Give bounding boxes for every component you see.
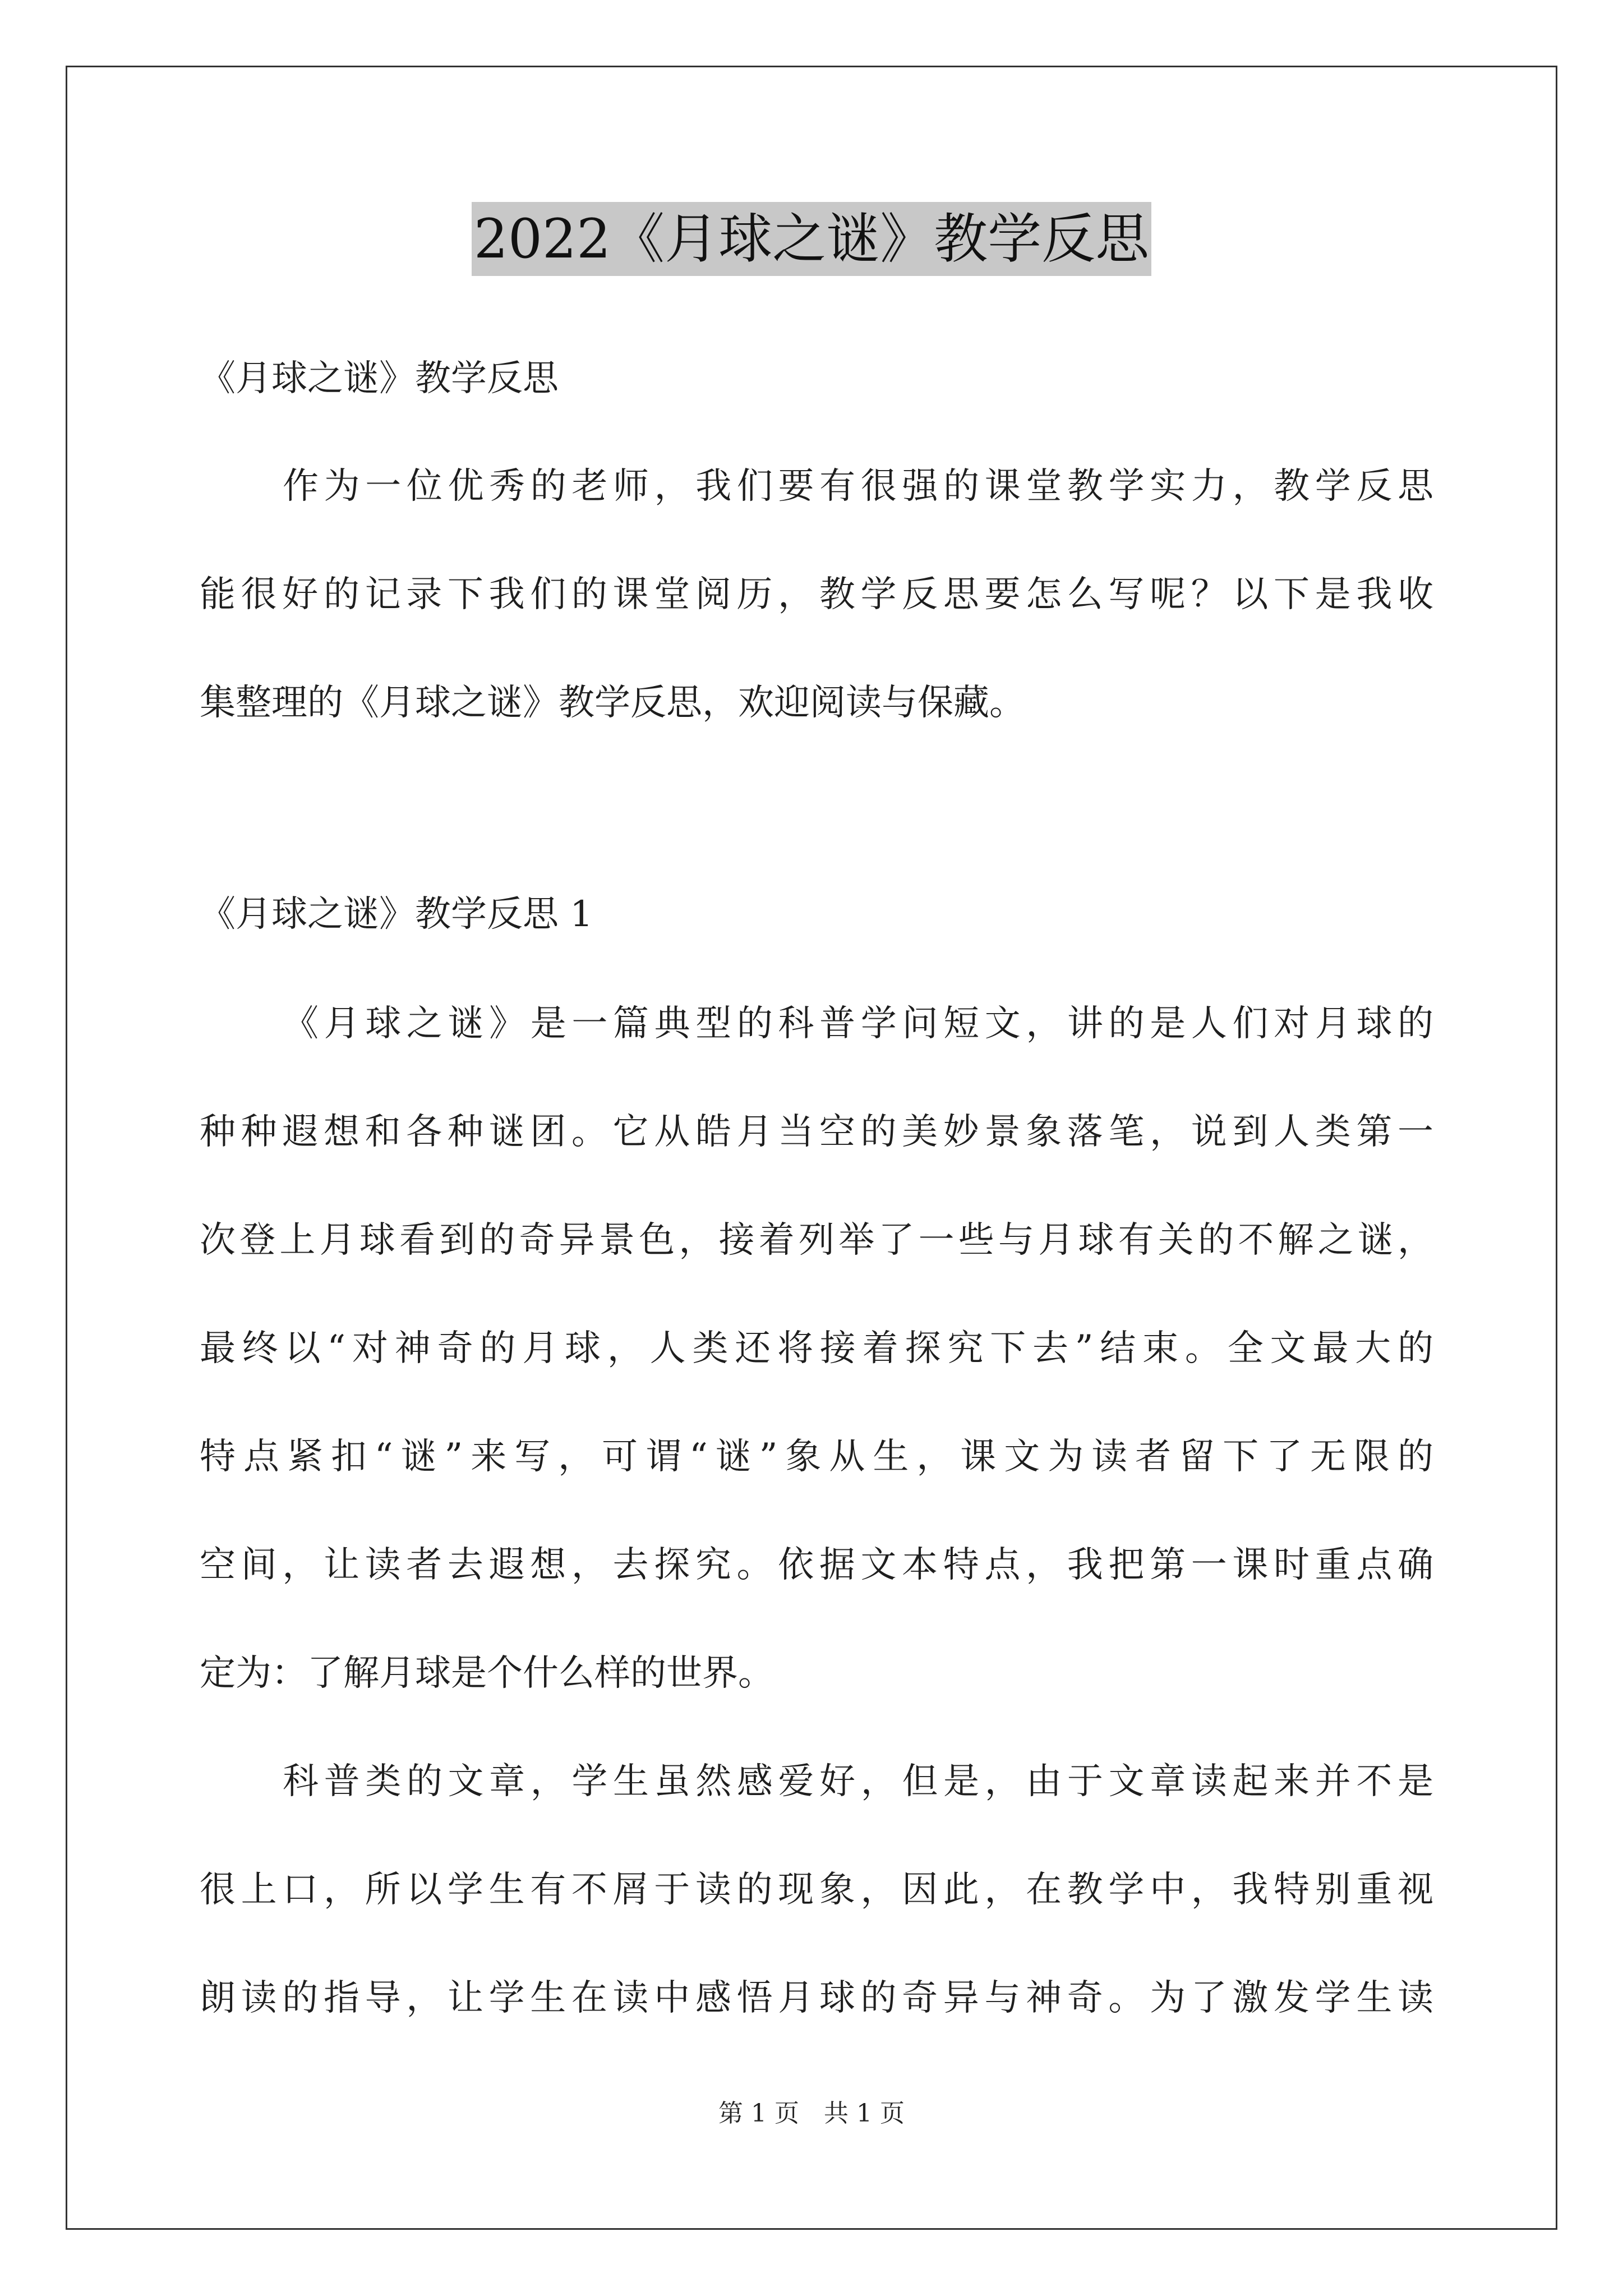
paragraph-line: 最终以“对神奇的月球，人类还将接着探究下去”结束。全文最大的 — [200, 1328, 1433, 1369]
paragraph-line: 次登上月球看到的奇异景色，接着列举了一些与月球有关的不解之谜， — [200, 1220, 1433, 1261]
paragraph-line: 作为一位优秀的老师，我们要有很强的课堂教学实力，教学反思 — [283, 466, 1433, 507]
paragraph-line: 特点紧扣“谜”来写，可谓“谜”象从生，课文为读者留下了无限的 — [200, 1436, 1433, 1478]
section-heading: 《月球之谜》教学反思 1 — [200, 894, 593, 935]
document-title: 2022《月球之谜》教学反思 — [472, 202, 1151, 276]
page-footer — [0, 2097, 1623, 2131]
paragraph-line: 《月球之谜》是一篇典型的科普学问短文，讲的是人们对月球的 — [283, 1003, 1433, 1045]
page-number: 第 1 页 共 1 页 — [718, 2099, 905, 2128]
paragraph-line: 种种遐想和各种谜团。它从皓月当空的美妙景象落笔，说到人类第一 — [200, 1111, 1433, 1153]
paragraph-line: 定为：了解月球是个什么样的世界。 — [200, 1653, 774, 1694]
paragraph-line: 空间，让读者去遐想，去探究。依据文本特点，我把第一课时重点确 — [200, 1544, 1433, 1586]
paragraph-line: 朗读的指导，让学生在读中感悟月球的奇异与神奇。为了激发学生读 — [200, 1977, 1433, 2019]
paragraph-line: 能很好的记录下我们的课堂阅历，教学反思要怎么写呢？以下是我收 — [200, 574, 1433, 615]
paragraph-line: 很上口，所以学生有不屑于读的现象，因此，在教学中，我特别重视 — [200, 1869, 1433, 1911]
title-container — [0, 202, 1623, 276]
paragraph-line: 科普类的文章，学生虽然感爱好，但是，由于文章读起来并不是 — [283, 1761, 1433, 1802]
intro-heading: 《月球之谜》教学反思 — [200, 358, 559, 399]
paragraph-line: 集整理的《月球之谜》教学反思，欢迎阅读与保藏。 — [200, 682, 1025, 724]
